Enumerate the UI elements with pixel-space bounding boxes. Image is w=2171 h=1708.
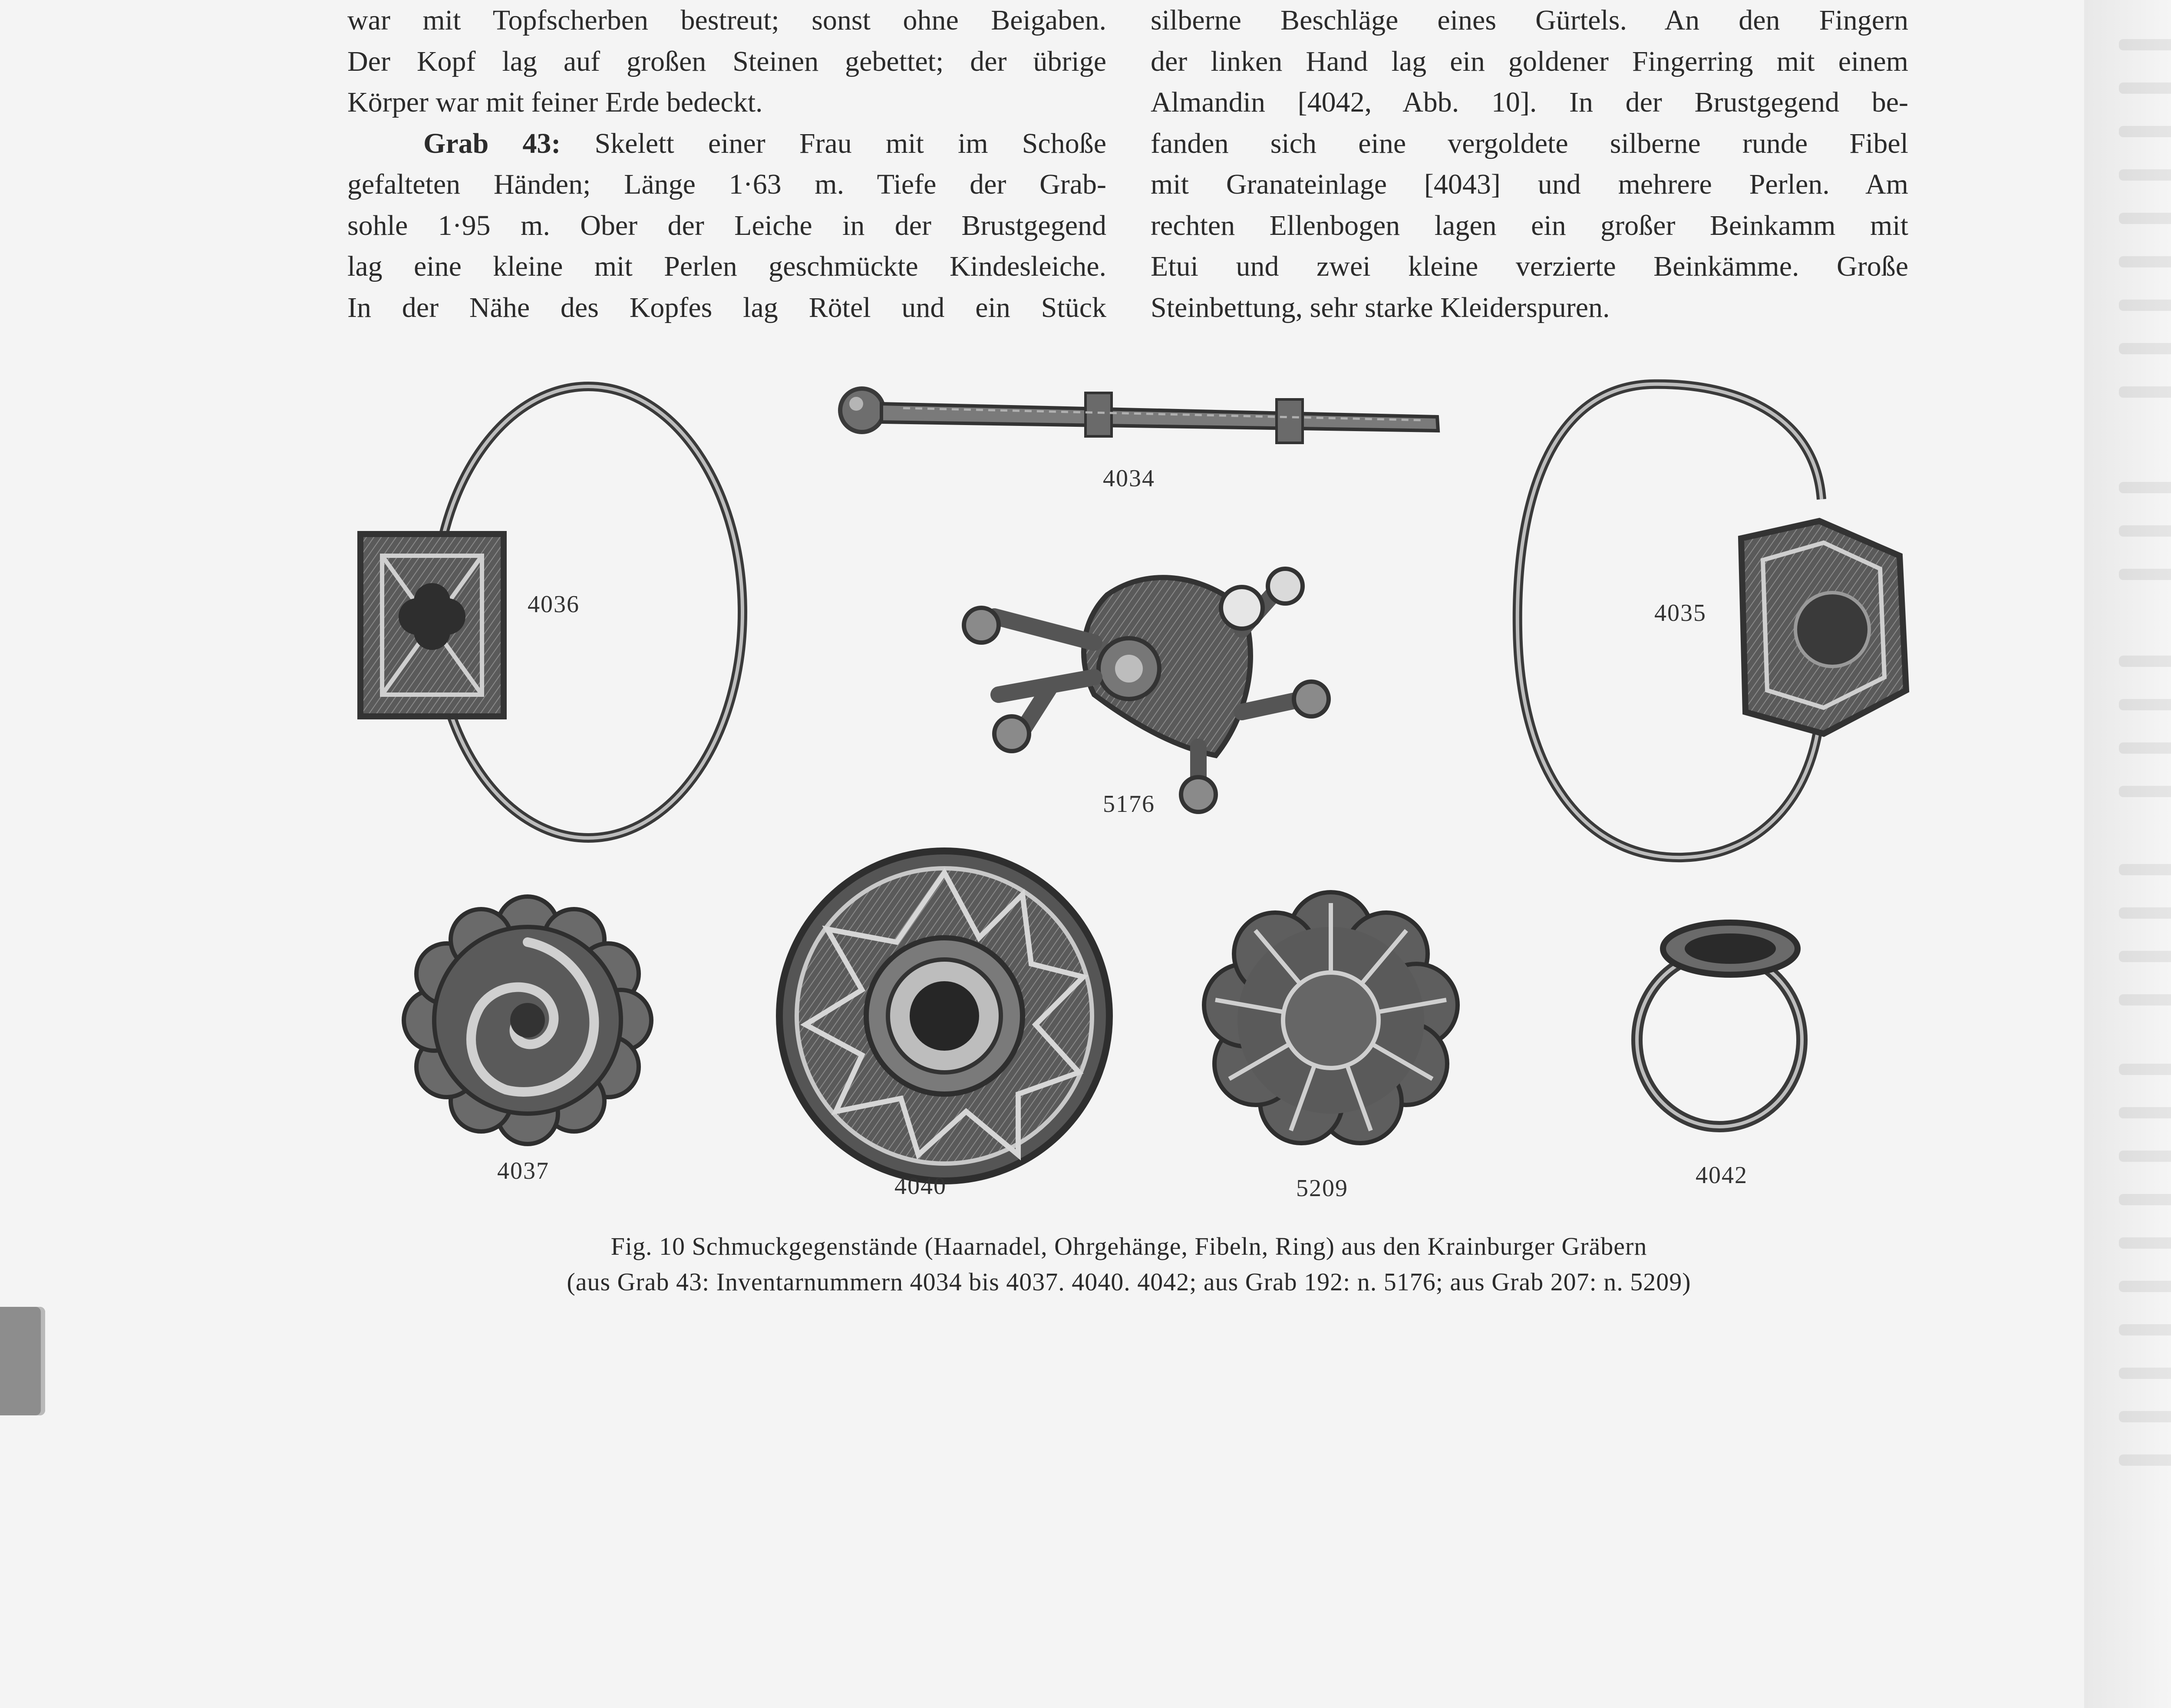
label-rosette-fibula: 5209 (1296, 1175, 1348, 1202)
blurred-text (2119, 994, 2171, 1006)
earring-right-drawing (1518, 384, 1906, 857)
blurred-text (2119, 525, 2171, 537)
adjacent-page-edge (2084, 0, 2171, 1708)
grave-heading: Grab 43: (423, 127, 561, 159)
label-bird-brooch: 5176 (1103, 791, 1155, 818)
blurred-text (2119, 951, 2171, 962)
round-fibula-drawing (779, 851, 1109, 1181)
text-line: silberne Beschläge eines Gürtels. An den Fingern (1151, 4, 1908, 36)
text-line: Körper war mit feiner Erde bedeckt. (347, 86, 763, 118)
caption-line: Fig. 10 Schmuckgegenstände (Haarnadel, Ohrgehänge, Fibeln, Ring) aus den Krainburger Gräbern (610, 1232, 1647, 1260)
blurred-text (2119, 482, 2171, 493)
blurred-text (2119, 1194, 2171, 1205)
blurred-text (2119, 82, 2171, 94)
blurred-text (2119, 786, 2171, 797)
blurred-text (2119, 1281, 2171, 1292)
blurred-text (2119, 256, 2171, 267)
blurred-text (2119, 169, 2171, 181)
blurred-text (2119, 699, 2171, 710)
label-finger-ring: 4042 (1696, 1162, 1748, 1189)
label-earring-left: 4036 (528, 591, 580, 618)
text-line: lag eine kleine mit Perlen geschmückte Kindesleiche. (347, 251, 1106, 282)
figure-caption (391, 1229, 1867, 1300)
text-line: Etui und zwei kleine verzierte Beinkämme. Große (1151, 251, 1908, 282)
blurred-text (2119, 1324, 2171, 1335)
text-line: rechten Ellenbogen lagen ein großer Beinkamm mit (1151, 209, 1908, 241)
blurred-text (2119, 1368, 2171, 1379)
caption-line: (aus Grab 43: Inventarnummern 4034 bis 4037. 4040. 4042; aus Grab 192: n. 5176; aus Grab 207: n. 5209) (567, 1268, 1691, 1296)
blurred-text (2119, 343, 2171, 354)
blurred-text (2119, 656, 2171, 667)
blurred-text (2119, 39, 2171, 50)
blurred-text (2119, 1237, 2171, 1249)
label-small-rosette: 4037 (497, 1157, 549, 1184)
label-hairpin: 4034 (1103, 465, 1155, 492)
text-line-rest: Skelett einer Frau mit im Schoße (594, 127, 1106, 159)
bookmark-tab (0, 1307, 45, 1415)
blurred-text (2119, 126, 2171, 137)
blurred-text (2119, 1454, 2171, 1466)
blurred-text (2119, 213, 2171, 224)
small-rosette-drawing (404, 897, 651, 1144)
hairpin-drawing (840, 389, 1438, 443)
blurred-text (2119, 1107, 2171, 1118)
text-line: mit Granateinlage [4043] und mehrere Perlen. Am (1151, 168, 1908, 200)
blurred-text (2119, 864, 2171, 875)
text-line: Der Kopf lag auf großen Steinen gebettet; der übrige (347, 45, 1106, 77)
rosette-fibula-drawing (1204, 892, 1458, 1143)
text-line: sohle 1·95 m. Ober der Leiche in der Brustgegend (347, 209, 1106, 241)
blurred-text (2119, 1064, 2171, 1075)
text-line: In der Nähe des Kopfes lag Rötel und ein Stück (347, 291, 1106, 323)
blurred-text (2119, 907, 2171, 919)
text-line: gefalteten Händen; Länge 1·63 m. Tiefe der Grab- (347, 168, 1106, 200)
blurred-text (2119, 300, 2171, 311)
blurred-text (2119, 1411, 2171, 1422)
blurred-text (2119, 569, 2171, 580)
blurred-text (2119, 742, 2171, 754)
blurred-text (2119, 1151, 2171, 1162)
text-line: der linken Hand lag ein goldener Fingerring mit einem (1151, 45, 1908, 77)
text-line: Steinbettung, sehr starke Kleiderspuren. (1151, 291, 1610, 323)
text-line: Almandin [4042, Abb. 10]. In der Brustgegend be- (1151, 86, 1908, 118)
label-earring-right: 4035 (1654, 600, 1706, 626)
blurred-text (2119, 386, 2171, 398)
text-line: fanden sich eine vergoldete silberne runde Fibel (1151, 127, 1908, 159)
label-round-fibula: 4040 (894, 1173, 947, 1200)
finger-ring-drawing (1637, 923, 1802, 1127)
text-line: war mit Topfscherben bestreut; sonst ohne Beigaben. (347, 4, 1106, 36)
bird-brooch-drawing (964, 569, 1329, 812)
